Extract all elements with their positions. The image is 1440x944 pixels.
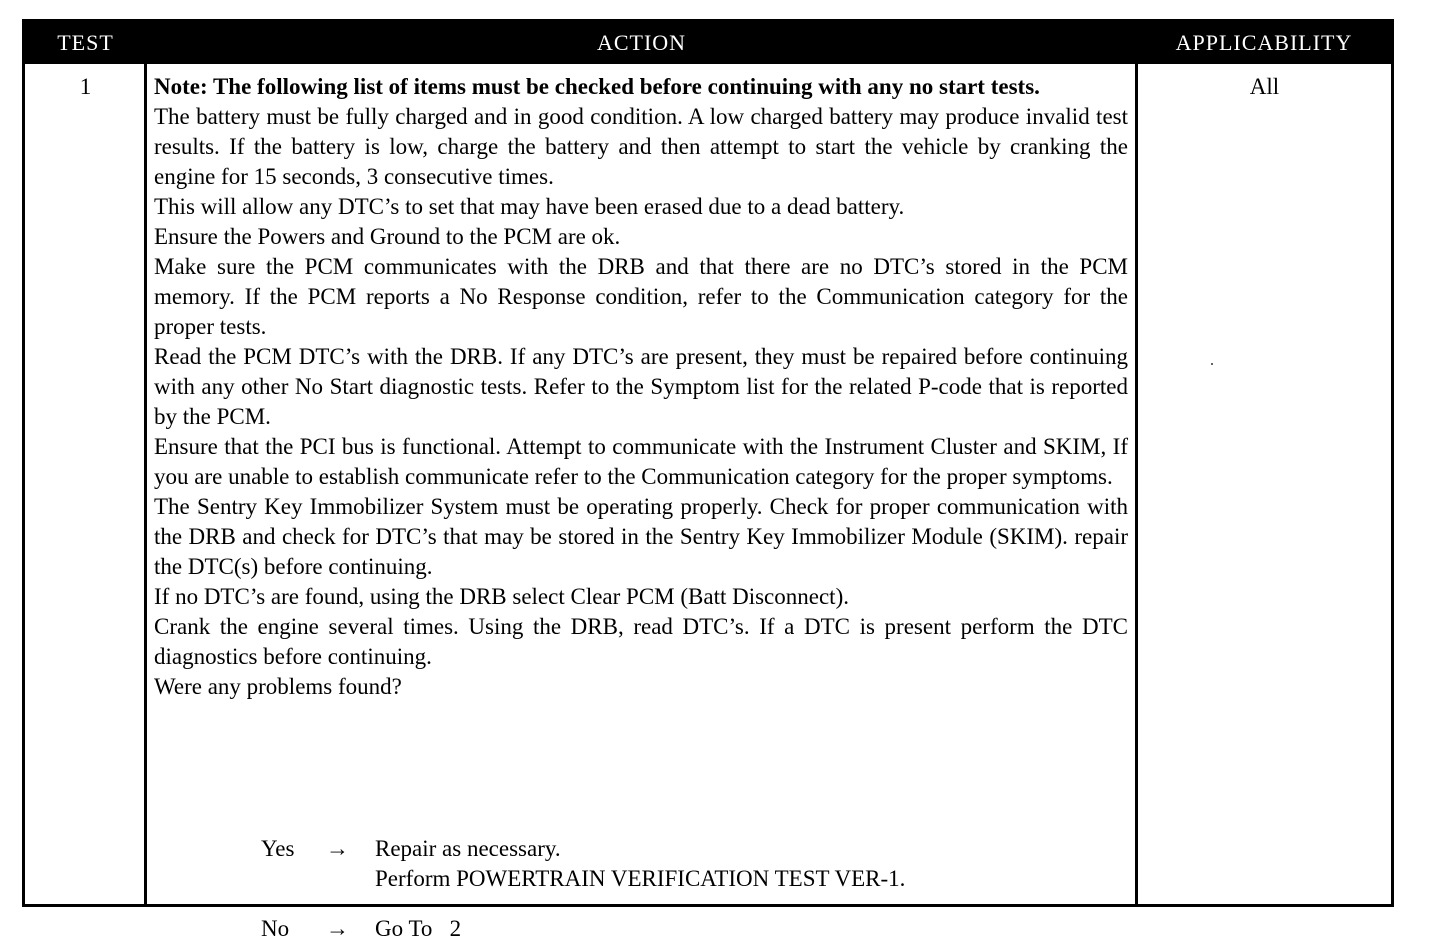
yes-instructions (375, 834, 905, 894)
column-divider-test (144, 22, 147, 904)
header-applicability: APPLICABILITY (1175, 30, 1353, 55)
action-paragraph: Make sure the PCM communicates with the DRB and that there are no DTC’s stored in the PCM memory. If the PCM reports a No Response condition, refer to the Communication category for the proper tests. (154, 254, 1128, 339)
action-paragraph: Read the PCM DTC’s with the DRB. If any DTC’s are present, they must be repaired before continuing with any other No Start diagnostic tests. Refer to the Symptom list for the related P-code that is reported by the PCM. (154, 344, 1128, 429)
action-paragraph: The battery must be fully charged and in good condition. A low charged battery may produce invalid test results. If the battery is low, charge the battery and then attempt to start the vehicle by cranking the engine for 15 seconds, 3 consecutive times. (154, 104, 1128, 189)
action-paragraph: This will allow any DTC’s to set that may have been erased due to a dead battery. (154, 194, 905, 219)
action-cell (154, 72, 1128, 941)
no-instructions: Go To 2 (375, 916, 462, 941)
yes-arrow-icon: → (326, 836, 349, 861)
header-test: TEST (57, 30, 114, 55)
scan-speck (1211, 363, 1213, 365)
column-divider-applicability (1135, 22, 1138, 904)
action-paragraph: If no DTC’s are found, using the DRB select Clear PCM (Batt Disconnect). (154, 584, 849, 609)
yes-line-2: Perform POWERTRAIN VERIFICATION TEST VER-1. (375, 866, 906, 891)
action-paragraph: The Sentry Key Immobilizer System must be operating properly. Check for proper communication with the DRB and check for DTC’s that may be stored in the Sentry Key Immobilizer Module (SKIM). repair the DTC(s) before continuing. (154, 494, 1128, 579)
action-paragraph: Crank the engine several times. Using the DRB, read DTC’s. If a DTC is present perform the DTC diagnostics before continuing. (154, 614, 1128, 669)
diagnostic-test-table (22, 19, 1394, 941)
test-number: 1 (79, 74, 92, 99)
no-label: No (261, 916, 290, 941)
action-question: Were any problems found? (154, 674, 402, 699)
yes-label: Yes (261, 836, 295, 861)
no-arrow-icon: → (326, 916, 349, 941)
action-paragraph: Ensure that the PCI bus is functional. Attempt to communicate with the Instrument Cluster and SKIM, If you are unable to establish communicate refer to the Communication category for the proper symptoms. (154, 434, 1128, 489)
action-paragraph: Ensure the Powers and Ground to the PCM are ok. (154, 224, 621, 249)
header-action: ACTION (596, 30, 687, 55)
yes-line-1: Repair as necessary. (375, 836, 561, 861)
applicability-value: All (1249, 74, 1280, 99)
note-text: Note: The following list of items must be checked before continuing with any no start tests. (154, 74, 1040, 99)
table-header (25, 22, 1391, 64)
